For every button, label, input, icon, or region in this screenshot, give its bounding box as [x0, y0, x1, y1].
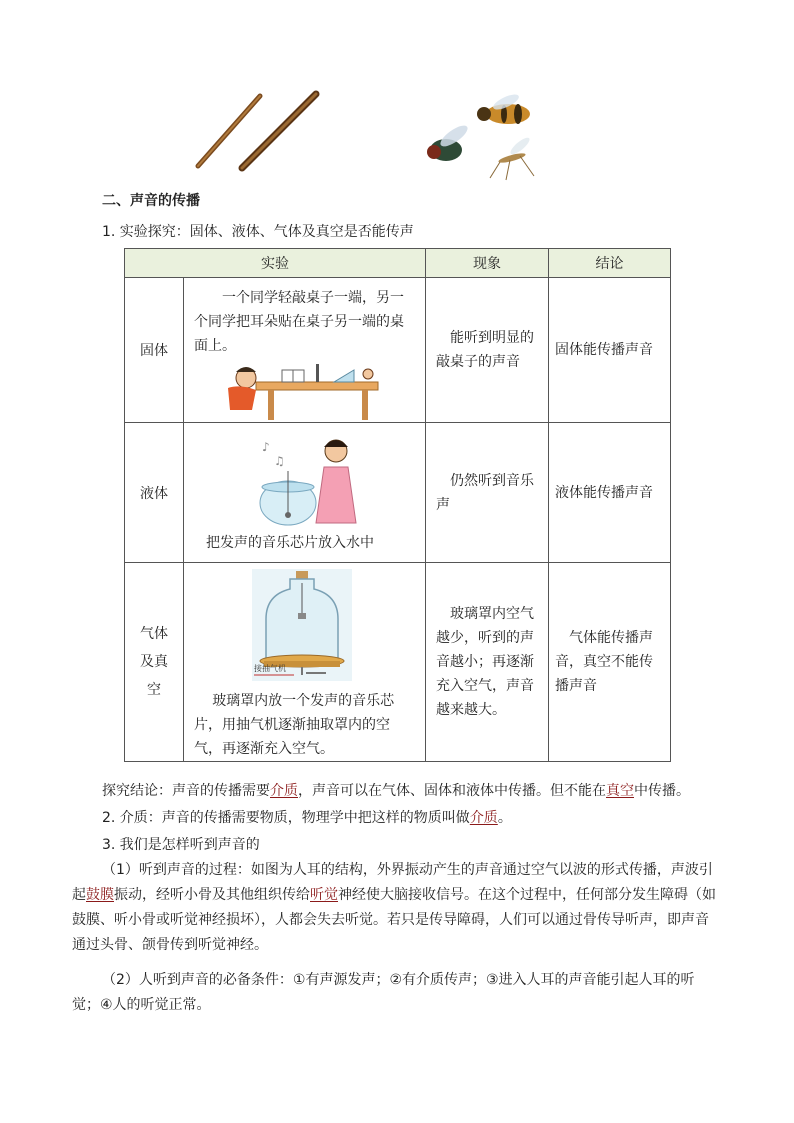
desk-knocking-illustration: [222, 360, 382, 422]
row-label-text: 气体及真空: [140, 626, 168, 698]
phenomenon-cell: 仍然听到音乐声: [426, 423, 549, 563]
keyword-medium: 介质: [270, 783, 298, 799]
table-row: [125, 563, 671, 762]
flutes-illustration: [190, 90, 320, 172]
hearing-conditions-paragraph: （2）人听到声音的必备条件：①有声源发声；②有介质传声；③进入人耳的声音能引起人耳的听 觉；④人的听觉正常。: [72, 972, 695, 1013]
experiment-cell: [184, 563, 426, 762]
header-conclusion: 结论: [549, 249, 671, 278]
experiment-text: 把发声的音乐芯片放入水中: [206, 535, 374, 551]
experiment-text: 一个同学轻敲桌子一端，另一个同学把耳朵贴在桌子另一端的桌面上。: [194, 290, 404, 354]
svg-text:♪: ♪: [262, 440, 270, 454]
inquiry-conclusion: 探究结论：声音的传播需要介质，声音可以在气体、固体和液体中传播。但不能在真空中传播。: [102, 783, 690, 799]
bell-jar-caption: 接抽气机: [254, 664, 286, 673]
experiment-text: 玻璃罩内放一个发声的音乐芯片，用抽气机逐渐抽取罩内的空气，再逐渐充入空气。: [194, 693, 395, 757]
keyword-medium: 介质: [469, 810, 498, 826]
row-label: 固体: [125, 278, 184, 423]
row-label: 液体: [125, 423, 184, 563]
conclusion-cell: 固体能传播声音: [549, 278, 671, 423]
table-header-row: [125, 249, 671, 278]
svg-text:♫: ♫: [274, 454, 285, 468]
experiment-heading: 1. 实验探究：固体、液体、气体及真空是否能传声: [102, 224, 414, 240]
hearing-heading: 3. 我们是怎样听到声音的: [102, 837, 260, 853]
medium-definition: 2. 介质：声音的传播需要物质，物理学中把这样的物质叫做介质。: [102, 810, 512, 826]
experiment-cell: [184, 423, 426, 563]
bell-jar-illustration: [252, 569, 352, 681]
hearing-process-paragraph: （1）听到声音的过程：如图为人耳的结构，外界振动产生的声音通过空气以波的形式传播，声波引 起鼓膜振动，经听小骨及其他组织传给听觉神经使大脑接收信号。在这个过程中，任何部分发生障碍（如 鼓膜、听小骨或听觉神经损坏），人都会失去听觉。若只是传导障碍，人们可以通过骨传导听声，即声音 通过头骨、颌骨传到听觉神经。: [72, 862, 716, 953]
conclusion-cell: 液体能传播声音: [549, 423, 671, 563]
insects-illustration: [420, 92, 550, 182]
keyword-eardrum: 鼓膜: [86, 887, 114, 903]
table-row: [125, 423, 671, 563]
phenomenon-cell: 能听到明显的敲桌子的声音: [426, 278, 549, 423]
phenomenon-cell: 玻璃罩内空气越少，听到的声音越小；再逐渐充入空气，声音越来越大。: [426, 563, 549, 762]
header-experiment: 实验: [125, 249, 426, 278]
row-label: [125, 563, 184, 762]
section-title: 二、声音的传播: [102, 193, 200, 209]
music-chip-in-water-illustration: [256, 431, 366, 531]
keyword-vacuum: 真空: [606, 783, 634, 799]
experiment-table: [124, 248, 671, 762]
header-phenomenon: 现象: [426, 249, 549, 278]
table-row: [125, 278, 671, 423]
experiment-cell: [184, 278, 426, 423]
keyword-auditory: 听觉: [310, 887, 338, 903]
conclusion-cell: 气体能传播声音，真空不能传播声音: [549, 563, 671, 762]
